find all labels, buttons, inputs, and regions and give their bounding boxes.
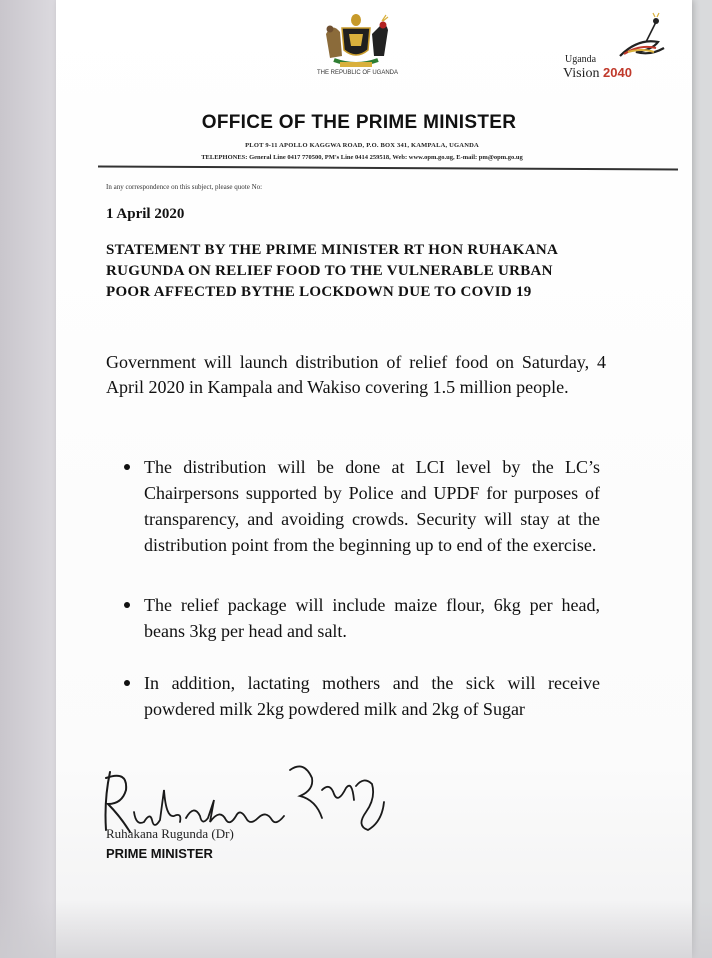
page-shadow-edge bbox=[0, 0, 56, 958]
reference-quote-line: In any correspondence on this subject, please quote No: bbox=[106, 183, 263, 191]
bullet-text: The distribution will be done at LCI level by the LC’s Chairpersons supported by Police and UPDF for purposes of transparency, and avoiding crowds. Security will stay at the distribution point from the beginning up to end of the exercise. bbox=[144, 457, 600, 555]
statement-heading: STATEMENT BY THE PRIME MINISTER RT HON RUHAKANA RUGUNDA ON RELIEF FOOD TO THE VULNERABLE URBAN POOR AFFECTED BYTHE LOCKDOWN DUE TO COVID 19 bbox=[106, 242, 558, 300]
bottom-shadow bbox=[0, 900, 712, 958]
vision-word: Vision bbox=[563, 66, 600, 81]
bullet-icon bbox=[124, 602, 130, 608]
list-item bbox=[120, 592, 600, 644]
list-item bbox=[120, 454, 600, 558]
bullet-text: In addition, lactating mothers and the sick will receive powdered milk 2kg powdered milk and 2kg of Sugar bbox=[144, 673, 600, 719]
coat-caption: THE REPUBLIC OF UGANDA bbox=[316, 70, 398, 76]
list-item bbox=[120, 670, 600, 722]
office-telephones: TELEPHONES: General Line 0417 770500, PM's Line 0414 259518, Web: www.opm.go.ug, E-mail: pm@opm.go.ug bbox=[201, 154, 523, 161]
vision-year: 2040 bbox=[603, 65, 632, 80]
office-address: PLOT 9-11 APOLLO KAGGWA ROAD, P.O. BOX 341, KAMPALA, UGANDA bbox=[245, 142, 479, 149]
office-title: OFFICE OF THE PRIME MINISTER bbox=[201, 112, 517, 133]
vision-label bbox=[563, 65, 632, 82]
vision-country: Uganda bbox=[565, 54, 597, 65]
coat-of-arms-icon bbox=[316, 12, 396, 70]
letter-date: 1 April 2020 bbox=[106, 206, 185, 222]
bullet-icon bbox=[124, 464, 130, 470]
bullet-text: The relief package will include maize flour, 6kg per head, beans 3kg per head and salt. bbox=[144, 595, 600, 641]
signatory-name: Ruhakana Rugunda (Dr) bbox=[106, 826, 234, 841]
bullet-icon bbox=[124, 680, 130, 686]
bullet-list bbox=[120, 454, 600, 722]
intro-paragraph: Government will launch distribution of relief food on Saturday, 4 April 2020 in Kampala and Wakiso covering 1.5 million people. bbox=[106, 352, 606, 397]
signatory-title: PRIME MINISTER bbox=[106, 846, 213, 861]
